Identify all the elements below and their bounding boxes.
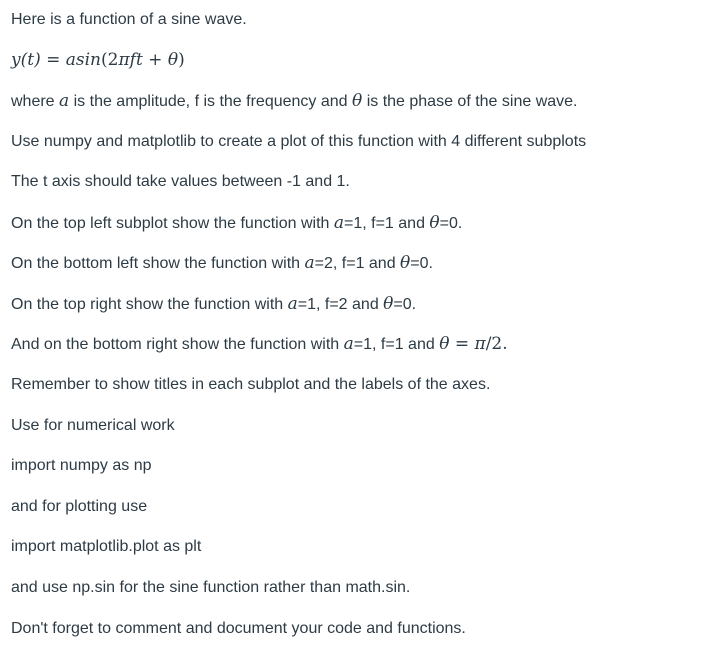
math: /2. [485,334,508,354]
instruction-text [11,497,147,517]
text: Don't forget to comment and document your code and functions. [11,620,466,637]
text: And on the bottom right show the function with [11,336,344,353]
math: π [118,50,130,70]
instruction-text [11,578,410,598]
math: (2 [101,50,119,70]
math: θ [383,294,394,314]
math: = [449,334,475,354]
instruction-text [11,619,466,639]
definition-text [11,91,578,112]
text: Use numpy and matplotlib to create a plot of this function with 4 different subplots [11,133,587,150]
instruction-text [11,132,586,152]
math: a [59,91,70,111]
code-text [11,537,201,557]
math: θ [429,213,440,233]
subplot-top-left-text [11,213,462,234]
math: ft [129,50,143,70]
text: Remember to show titles in each subplot and the labels of the axes. [11,376,491,393]
text: Use for numerical work [11,417,175,434]
text: and for plotting use [11,498,148,515]
subplot-bottom-left-text [11,253,433,274]
math: + [142,50,168,70]
text: The t axis should take values between -1 and 1. [11,173,350,190]
text: is the amplitude, f is the frequency and [69,93,352,110]
text: =1, f=1 and [344,215,430,232]
subplot-top-right-text [11,294,416,315]
instruction-text [11,172,350,192]
text: On the top left subplot show the function with [11,215,334,232]
math: y(t) [11,50,41,70]
text: =0. [410,255,433,272]
text: =0. [439,215,463,232]
text: and use np.sin for the sine function rather than math.sin. [11,579,411,596]
text: =0. [393,296,417,313]
math: ) [178,50,185,70]
math: = [40,50,66,70]
text: On the bottom left show the function with [11,255,305,272]
text: import matplotlib.plot as plt [11,538,202,555]
text: where [11,93,60,110]
math: π [474,334,486,354]
instruction-text [11,375,490,395]
intro-text [11,10,247,30]
math: θ [439,334,450,354]
sine-equation [11,50,185,71]
text: import numpy as np [11,457,152,474]
math: θ [400,253,411,273]
text: =1, f=2 and [297,296,384,313]
text: =2, f=1 and [314,255,401,272]
text: On the top right show the function with [11,296,288,313]
math: a [343,334,354,354]
math: θ [167,50,179,70]
text: Here is a function of a sine wave. [11,11,247,28]
text: is the phase of the sine wave. [362,93,578,110]
subplot-bottom-right-text [11,334,508,355]
math: asin [65,50,102,70]
math: a [333,213,344,233]
math: θ [352,91,363,111]
math: a [287,294,298,314]
text: =1, f=1 and [353,336,440,353]
code-text [11,456,152,476]
instruction-text [11,416,175,436]
math: a [304,253,315,273]
